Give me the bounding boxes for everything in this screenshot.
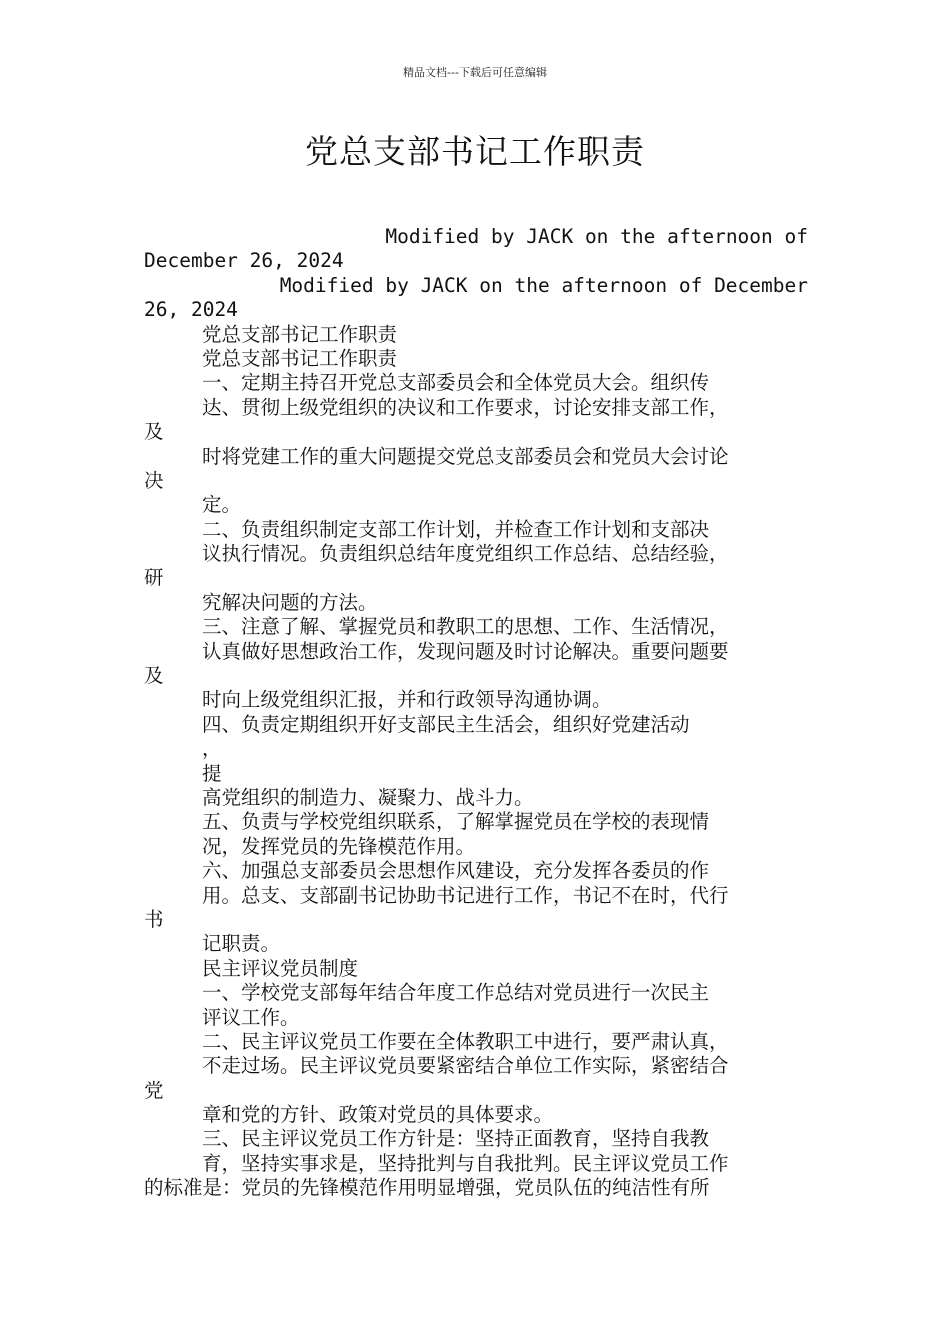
text-line: 六、加强总支部委员会思想作风建设，充分发挥各委员的作 — [202, 859, 710, 883]
text-line: 时向上级党组织汇报，并和行政领导沟通协调。 — [202, 688, 612, 712]
text-line: 定。 — [202, 493, 242, 517]
modified-note-line: 26, 2024 — [144, 298, 238, 322]
section-heading: 党总支部书记工作职责 — [202, 322, 398, 346]
text-line: 议执行情况。负责组织总结年度党组织工作总结、总结经验， — [202, 542, 729, 566]
modified-note-line: Modified by JACK on the afternoon of — [385, 225, 808, 248]
text-line: 认真做好思想政治工作，发现问题及时讨论解决。重要问题要 — [202, 639, 729, 663]
text-line: ， — [202, 737, 222, 761]
page-header: 精品文档---下载后可任意编辑 — [403, 66, 547, 79]
text-line: 达、贯彻上级党组织的决议和工作要求，讨论安排支部工作， — [202, 395, 729, 419]
text-line: 提 — [202, 761, 222, 785]
text-line: 究解决问题的方法。 — [202, 590, 378, 614]
text-line: 高党组织的制造力、凝聚力、战斗力。 — [202, 785, 534, 809]
text-line: 决 — [144, 468, 164, 492]
document-title: 党总支部书记工作职责 — [305, 132, 645, 171]
modified-note-line: Modified by JACK on the afternoon of December — [279, 273, 808, 297]
text-line: 研 — [144, 566, 164, 590]
modified-note-line: December 26, 2024 — [144, 249, 344, 273]
section-heading: 党总支部书记工作职责 — [202, 346, 398, 370]
text-line: 育，坚持实事求是，坚持批判与自我批判。民主评议党员工作 — [202, 1151, 729, 1175]
text-line: 二、民主评议党员工作要在全体教职工中进行，要严肃认真， — [202, 1029, 729, 1053]
text-line: 党 — [144, 1078, 164, 1102]
text-line: 记职责。 — [202, 932, 281, 956]
text-line: 的标准是：党员的先锋模范作用明显增强，党员队伍的纯洁性有所 — [144, 1176, 710, 1200]
text-line: 四、负责定期组织开好支部民主生活会，组织好党建活动 — [202, 712, 690, 736]
text-line: 及 — [144, 664, 164, 688]
text-line: 时将党建工作的重大问题提交党总支部委员会和党员大会讨论 — [202, 444, 729, 468]
text-line: 一、定期主持召开党总支部委员会和全体党员大会。组织传 — [202, 371, 710, 395]
text-line: 用。总支、支部副书记协助书记进行工作，书记不在时，代行 — [202, 883, 729, 907]
text-line: 不走过场。民主评议党员要紧密结合单位工作实际，紧密结合 — [202, 1054, 729, 1078]
text-line: 章和党的方针、政策对党员的具体要求。 — [202, 1103, 554, 1127]
text-line: 二、负责组织制定支部工作计划，并检查工作计划和支部决 — [202, 517, 710, 541]
text-line: 况，发挥党员的先锋模范作用。 — [202, 834, 476, 858]
text-line: 评议工作。 — [202, 1005, 300, 1029]
text-line: 五、负责与学校党组织联系，了解掌握党员在学校的表现情 — [202, 810, 710, 834]
text-line: 及 — [144, 420, 164, 444]
text-line: 一、学校党支部每年结合年度工作总结对党员进行一次民主 — [202, 981, 710, 1005]
text-line: 三、注意了解、掌握党员和教职工的思想、工作、生活情况， — [202, 615, 729, 639]
document-body — [144, 225, 808, 1201]
text-line: 书 — [144, 907, 164, 931]
section-heading: 民主评议党员制度 — [202, 956, 359, 980]
text-line: 三、民主评议党员工作方针是：坚持正面教育，坚持自我教 — [202, 1127, 710, 1151]
